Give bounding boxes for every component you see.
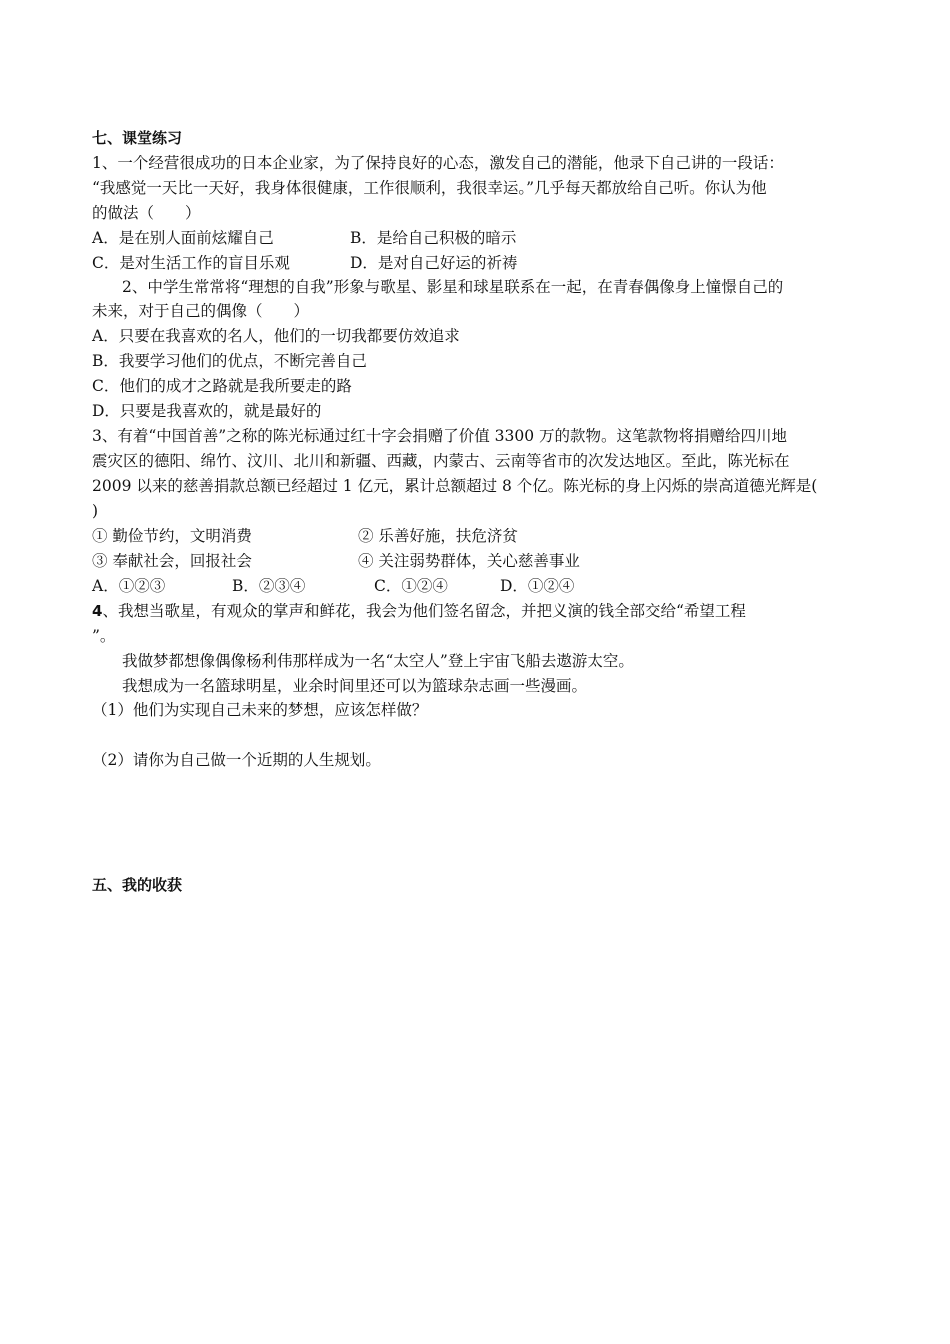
q1-line-1: 1、一个经营很成功的日本企业家，为了保持良好的心态，激发自己的潜能，他录下自己讲的一段话： (92, 154, 784, 172)
q4-sub-question-2: （2）请你为自己做一个近期的人生规划。 (92, 751, 381, 769)
q1-line-3: 的做法（ ） (92, 204, 201, 222)
q2-line-2: 未来，对于自己的偶像（ ） (92, 302, 310, 320)
q3-item-3: ③ 奉献社会，回报社会 (92, 552, 252, 570)
q3-item-1: ① 勤俭节约，文明消费 (92, 527, 252, 545)
q3-line-1: 3、有着“中国首善”之称的陈光标通过红十字会捐赠了价值 3300 万的款物。这笔款物将捐赠给四川地 (92, 427, 788, 445)
q1-option-b: B．是给自己积极的暗示 (350, 229, 517, 247)
q4-line-4: 我想成为一名篮球明星，业余时间里还可以为篮球杂志画一些漫画。 (122, 677, 588, 695)
section-5-title: 五、我的收获 (92, 876, 183, 894)
q3-option-d: D．①②④ (500, 577, 575, 595)
q2-option-c: C．他们的成才之路就是我所要走的路 (92, 377, 352, 395)
q3-option-c: C．①②④ (374, 577, 448, 595)
q2-option-a: A．只要在我喜欢的名人，他们的一切我都要仿效追求 (92, 327, 460, 345)
q3-option-a: A．①②③ (92, 577, 166, 595)
q1-option-d: D．是对自己好运的祈祷 (350, 254, 518, 272)
q1-option-a: A．是在别人面前炫耀自己 (92, 229, 274, 247)
q2-line-1: 2、中学生常常将“理想的自我”形象与歌星、影星和球星联系在一起，在青春偶像身上憧憬自己的 (122, 278, 784, 296)
q4-sub-question-1: （1）他们为实现自己未来的梦想，应该怎样做？ (92, 701, 428, 719)
q3-line-4: ) (92, 502, 99, 520)
q4-line-3: 我做梦都想像偶像杨利伟那样成为一名“太空人”登上宇宙飞船去遨游太空。 (122, 652, 634, 670)
q1-line-2: “我感觉一天比一天好，我身体很健康，工作很顺利，我很幸运。”几乎每天都放给自己听。你认为他 (92, 179, 767, 197)
q4-line-2: ”。 (92, 627, 116, 645)
q4-line-1 (92, 601, 746, 621)
q4-number: 4 (92, 602, 103, 620)
q3-item-2: ② 乐善好施，扶危济贫 (358, 527, 518, 545)
q3-line-3: 2009 以来的慈善捐款总额已经超过 1 亿元，累计总额超过 8 个亿。陈光标的身上闪烁的崇高道德光辉是( (92, 477, 818, 495)
q3-line-2: 震灾区的德阳、绵竹、汶川、北川和新疆、西藏，内蒙古、云南等省市的次发达地区。至此，陈光标在 (92, 452, 790, 470)
q1-option-c: C．是对生活工作的盲目乐观 (92, 254, 290, 272)
q2-option-b: B．我要学习他们的优点，不断完善自己 (92, 352, 367, 370)
q3-option-b: B．②③④ (232, 577, 306, 595)
q2-option-d: D．只要是我喜欢的，就是最好的 (92, 402, 322, 420)
q4-line-1-text: 、我想当歌星，有观众的掌声和鲜花，我会为他们签名留念，并把义演的钱全部交给“希望工程 (102, 602, 746, 620)
section-7-title: 七、课堂练习 (92, 129, 183, 147)
q3-item-4: ④ 关注弱势群体，关心慈善事业 (358, 552, 580, 570)
